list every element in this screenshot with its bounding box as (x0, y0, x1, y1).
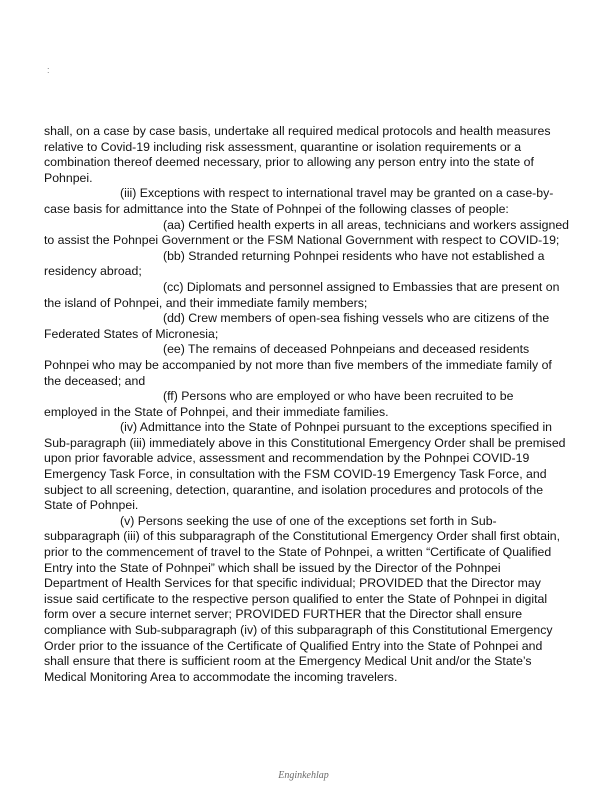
footer-signature: Enginkehlap (278, 770, 329, 781)
text-line: (iv) Admittance into the State of Pohnpei pursuant to the exceptions specified in (120, 420, 553, 435)
text-line: (aa) Certified health experts in all areas, technicians and workers assigned (163, 217, 570, 232)
body-text (44, 124, 579, 685)
text-line: (iii) Exceptions with respect to international travel may be granted on a case-by- (120, 186, 554, 201)
text-line: subparagraph (iii) of this subparagraph of the Constitutional Emergency Order shall first obtain, (44, 529, 561, 544)
text-line: Department of Health Services for that specific individual; PROVIDED that the Director may (44, 576, 541, 591)
text-line: State of Pohnpei. (44, 498, 139, 513)
text-line: employed in the State of Pohnpei, and their immediate families. (44, 404, 389, 419)
text-line: the deceased; and (44, 373, 146, 388)
text-line: Federated States of Micronesia; (44, 326, 219, 341)
text-line: Entry into the State of Pohnpei” which shall be issued by the Director of the Pohnpei (44, 560, 501, 575)
text-line: Medical Monitoring Area to accommodate the incoming travelers. (44, 669, 398, 684)
text-line: (ff) Persons who are employed or who have been recruited to be (163, 389, 514, 404)
text-line: combination thereof deemed necessary, prior to allowing any person entry into the state of (44, 155, 534, 170)
text-line: Pohnpei who may be accompanied by not more than five members of the immediate family of (44, 357, 552, 372)
text-line: (cc) Diplomats and personnel assigned to Embassies that are present on (163, 279, 560, 294)
text-line: (dd) Crew members of open-sea fishing vessels who are citizens of the (163, 311, 550, 326)
text-line: issue said certificate to the respective person qualified to enter the State of Pohnpei in digital (44, 591, 548, 606)
text-line: upon prior favorable advice, assessment and recommendation by the Pohnpei COVID-19 (44, 451, 530, 466)
text-line: compliance with Sub-subparagraph (iv) of this subparagraph of this Constitutional Emergency (44, 623, 553, 637)
margin-mark: : (47, 65, 50, 75)
text-line: (v) Persons seeking the use of one of the exceptions set forth in Sub- (120, 513, 497, 528)
text-line: Sub-paragraph (iii) immediately above in this Constitutional Emergency Order shall be premised (44, 435, 566, 450)
text-line: (ee) The remains of deceased Pohnpeians and deceased residents (163, 342, 530, 357)
text-line: Emergency Task Force, in consultation with the FSM COVID-19 Emergency Task Force, and (44, 467, 547, 482)
text-line: prior to the commencement of travel to the State of Pohnpei, a written “Certificate of Qualified (44, 545, 552, 560)
text-line: (bb) Stranded returning Pohnpei residents who have not established a (163, 248, 545, 263)
text-line: to assist the Pohnpei Government or the FSM National Government with respect to COVID-19; (44, 233, 560, 248)
text-line: residency abroad; (44, 264, 142, 279)
text-line: shall ensure that there is sufficient room at the Emergency Medical Unit and/or the State’s (44, 654, 532, 669)
text-line: case basis for admittance into the State of Pohnpei of the following classes of people: (44, 201, 509, 216)
text-line: form over a secure internet server; PROVIDED FURTHER that the Director shall ensure (44, 607, 523, 622)
text-line: subject to all screening, detection, quarantine, and isolation procedures and protocols of the (44, 482, 544, 497)
text-line: Pohnpei. (44, 170, 93, 185)
text-line: shall, on a case by case basis, undertake all required medical protocols and health measures (44, 124, 551, 138)
text-line: Order prior to the issuance of the Certificate of Qualified Entry into the State of Pohnpei and (44, 638, 543, 653)
text-line: relative to Covid-19 including risk assessment, quarantine or isolation requirements or a (44, 139, 522, 154)
text-line: the island of Pohnpei, and their immediate family members; (44, 295, 368, 310)
